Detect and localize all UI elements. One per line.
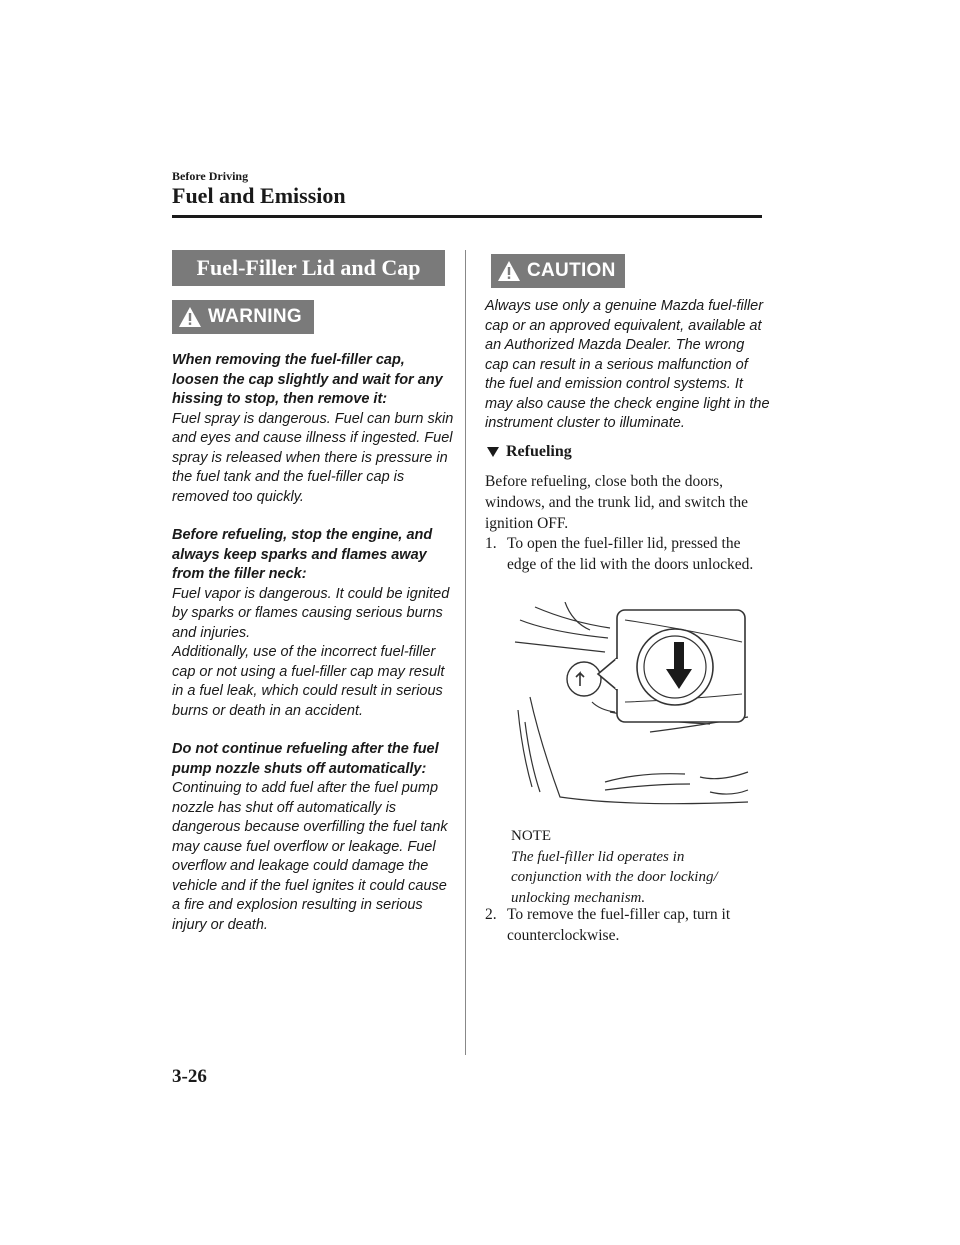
warning-label-text: WARNING bbox=[208, 306, 302, 327]
step-1-number: 1. bbox=[485, 535, 497, 552]
fuel-filler-lid-illustration bbox=[510, 602, 750, 812]
warning-heading-2: Before refueling, stop the engine, and always keep sparks and flames away from the filler neck: bbox=[172, 527, 433, 582]
warning-body-2: Fuel vapor is dangerous. It could be ignited by sparks or flames causing serious burns and injuries. bbox=[172, 585, 450, 641]
warning-body-2b: Additionally, use of the incorrect fuel-filler cap or not using a fuel-filler cap may result in a fuel leak, which could result in serious burns or death in an accident. bbox=[172, 644, 445, 719]
warning-body-1: Fuel spray is dangerous. Fuel can burn skin and eyes and cause illness if ingested. Fuel spray is released when there is pressure in the fuel tank and the fuel-filler cap is removed too quickly. bbox=[172, 410, 454, 505]
caution-label-text: CAUTION bbox=[527, 260, 616, 281]
fuel-lid-small bbox=[567, 662, 601, 696]
warning-text bbox=[172, 351, 454, 935]
caution-triangle-icon bbox=[497, 260, 521, 282]
warning-body-3: Continuing to add fuel after the fuel pump nozzle has shut off automatically is dangerous because overfilling the fuel tank may cause fuel overflow or leakage. Fuel overflow and leakage could damage the vehicle and if the fuel ignites it could cause a fire and explosion resulting in serious injury or death. bbox=[172, 780, 448, 933]
refueling-heading-text: Refueling bbox=[506, 443, 572, 460]
step-1-text: To open the fuel-filler lid, pressed the edge of the lid with the doors unlocked. bbox=[507, 535, 754, 573]
warning-label bbox=[172, 300, 314, 334]
warning-heading-3: Do not continue refueling after the fuel pump nozzle shuts off automatically: bbox=[172, 741, 439, 777]
header-title: Fuel and Emission bbox=[172, 183, 346, 208]
section-banner bbox=[172, 250, 445, 286]
header-chapter: Before Driving bbox=[172, 169, 249, 183]
header-rule bbox=[172, 215, 762, 218]
step-2-number: 2. bbox=[485, 906, 497, 923]
step-2-text: To remove the fuel-filler cap, turn it counterclockwise. bbox=[507, 906, 731, 944]
section-triangle-icon bbox=[487, 447, 499, 457]
warning-triangle-icon bbox=[178, 306, 202, 328]
note-text: The fuel-filler lid operates in conjunction with the door locking/ unlocking mechanism. bbox=[511, 848, 718, 906]
column-divider bbox=[465, 250, 466, 1055]
note-block bbox=[511, 826, 751, 908]
section-title: Fuel-Filler Lid and Cap bbox=[196, 255, 421, 280]
refueling-intro: Before refueling, close both the doors, windows, and the trunk lid, and switch the ignition OFF. bbox=[485, 473, 749, 532]
step-1 bbox=[485, 533, 765, 575]
caution-label bbox=[491, 254, 625, 288]
warning-heading-1: When removing the fuel-filler cap, loosen the cap slightly and wait for any hissing to stop, then remove it: bbox=[172, 352, 443, 407]
note-title: NOTE bbox=[511, 828, 551, 844]
refueling-heading bbox=[487, 443, 572, 461]
caution-body: Always use only a genuine Mazda fuel-filler cap or an approved equivalent, available at an Authorized Mazda Dealer. The wrong cap can result in a serious malfunction of the fuel and emission control systems. It may also cause the check engine light in the instrument cluster to illuminate. bbox=[485, 298, 770, 431]
caution-text bbox=[485, 297, 770, 434]
page-number: 3-26 bbox=[172, 1066, 207, 1087]
step-2 bbox=[485, 904, 765, 946]
